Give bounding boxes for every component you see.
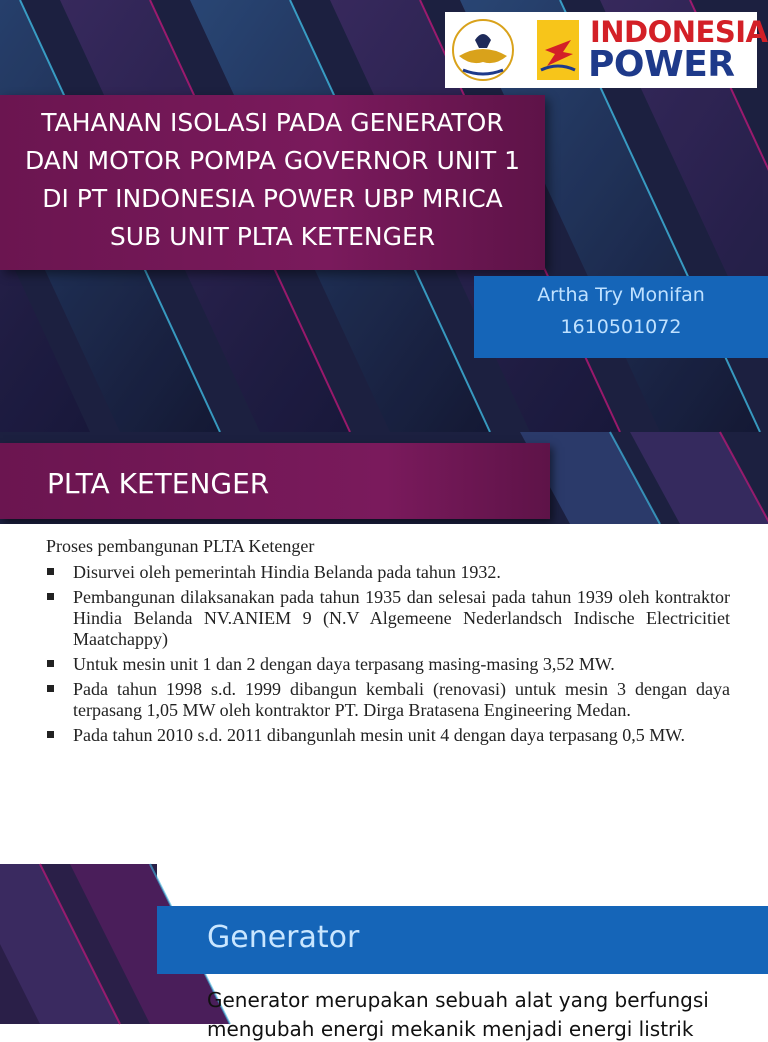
bullet-square-icon [47, 568, 54, 575]
bullet-square-icon [47, 685, 54, 692]
plta-slide-header [0, 432, 768, 524]
title-slide [0, 0, 768, 432]
title-line-3: DI PT INDONESIA POWER UBP MRICA [42, 184, 503, 213]
list-item-text: Pada tahun 2010 s.d. 2011 dibangunlah mesin unit 4 dengan daya terpasang 0,5 MW. [73, 725, 686, 745]
list-item-text: Untuk mesin unit 1 dan 2 dengan daya terpasang masing-masing 3,52 MW. [73, 654, 615, 674]
list-item [46, 725, 730, 746]
bullet-square-icon [47, 731, 54, 738]
company-logo-line1: INDONESIA [590, 15, 768, 49]
title-band [0, 95, 545, 270]
section-title: Generator [207, 920, 360, 955]
author-band [474, 276, 768, 358]
title-line-2: DAN MOTOR POMPA GOVERNOR UNIT 1 [25, 146, 520, 175]
list-item-text: Pada tahun 1998 s.d. 1999 dibangun kembali (renovasi) untuk mesin 3 dengan daya terpasang 1,05 MW oleh kontraktor PT. Dirga Bratasena Engineering Medan. [73, 679, 730, 720]
logo-bar [445, 12, 768, 88]
section-title-band [0, 443, 550, 519]
company-logo-line2: POWER [588, 44, 735, 85]
list-item [46, 562, 730, 583]
body-text: mengubah energi mekanik menjadi energi listrik [207, 1017, 694, 1041]
list-item [46, 654, 730, 675]
title-line-1: TAHANAN ISOLASI PADA GENERATOR [41, 108, 504, 137]
list-item-text: Disurvei oleh pemerintah Hindia Belanda pada tahun 1932. [73, 562, 501, 582]
intro-text: Proses pembangunan PLTA Ketenger [46, 536, 315, 556]
title-line-4: SUB UNIT PLTA KETENGER [109, 222, 436, 251]
list-item [46, 587, 730, 650]
body-text: Generator merupakan sebuah alat yang berfungsi [207, 988, 709, 1012]
section-title-band [157, 906, 768, 974]
bullet-square-icon [47, 593, 54, 600]
list-item [46, 679, 730, 721]
section-title: PLTA KETENGER [47, 467, 270, 500]
author-id: 1610501072 [560, 316, 682, 338]
list-item-text: Pembangunan dilaksanakan pada tahun 1935 dan selesai pada tahun 1939 oleh kontraktor Hindia Belanda NV.ANIEM 9 (N.V Algemeene Nederlandsch Indische Electricitiet Maatchappy) [73, 587, 730, 649]
bullet-list [46, 562, 730, 750]
author-name: Artha Try Monifan [537, 284, 705, 306]
plta-slide-body [0, 524, 768, 864]
background-stripes [0, 864, 157, 1024]
bullet-square-icon [47, 660, 54, 667]
generator-slide [0, 864, 768, 1041]
decorative-panel [0, 864, 157, 1024]
